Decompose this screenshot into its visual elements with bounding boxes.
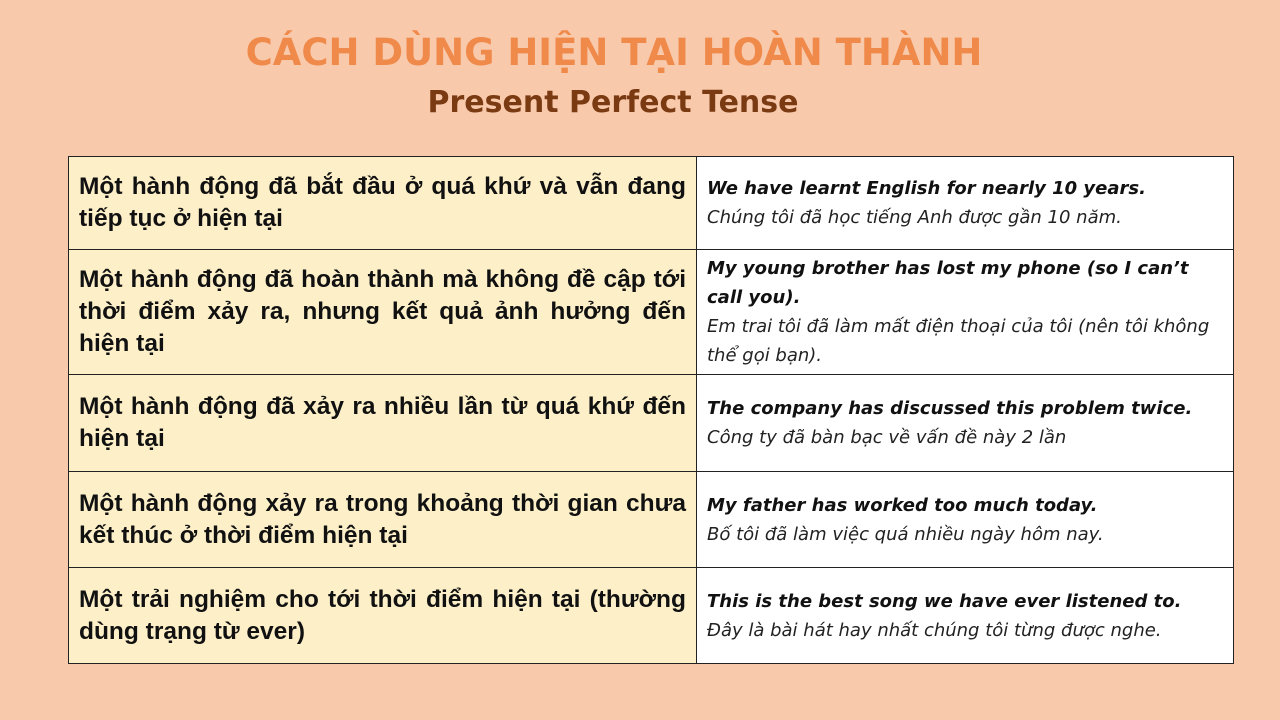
usage-cell: Một hành động xảy ra trong khoảng thời gian chưa kết thúc ở thời điểm hiện tại	[69, 472, 697, 568]
example-vietnamese: Công ty đã bàn bạc về vấn đề này 2 lần	[707, 427, 1067, 448]
usage-table	[68, 156, 1234, 664]
table-row	[69, 157, 1234, 250]
example-cell	[697, 472, 1234, 568]
example-cell	[697, 157, 1234, 250]
example-vietnamese: Bố tôi đã làm việc quá nhiều ngày hôm nay.	[707, 523, 1104, 545]
example-vietnamese: Đây là bài hát hay nhất chúng tôi từng được nghe.	[707, 619, 1162, 641]
usage-cell: Một hành động đã bắt đầu ở quá khứ và vẫn đang tiếp tục ở hiện tại	[69, 157, 697, 250]
example-cell	[697, 375, 1234, 472]
page-subtitle: Present Perfect Tense	[427, 85, 799, 120]
table-row	[69, 472, 1234, 568]
table-row	[69, 375, 1234, 472]
table-row	[69, 568, 1234, 664]
example-cell	[697, 250, 1234, 375]
page-title: CÁCH DÙNG HIỆN TẠI HOÀN THÀNH	[245, 31, 983, 74]
example-english: This is the best song we have ever listened to.	[707, 590, 1182, 612]
example-english: My young brother has lost my phone (so I can’t call you).	[707, 258, 1189, 308]
example-english: My father has worked too much today.	[707, 494, 1098, 516]
usage-cell: Một trải nghiệm cho tới thời điểm hiện tại (thường dùng trạng từ ever)	[69, 568, 697, 664]
usage-cell: Một hành động đã hoàn thành mà không đề cập tới thời điểm xảy ra, nhưng kết quả ảnh hưởng đến hiện tại	[69, 250, 697, 375]
example-english: The company has discussed this problem twice.	[707, 398, 1193, 419]
usage-cell: Một hành động đã xảy ra nhiều lần từ quá khứ đến hiện tại	[69, 375, 697, 472]
example-vietnamese: Chúng tôi đã học tiếng Anh được gần 10 năm.	[707, 207, 1122, 228]
example-vietnamese: Em trai tôi đã làm mất điện thoại của tôi (nên tôi không thể gọi bạn).	[707, 316, 1210, 366]
example-english: We have learnt English for nearly 10 years.	[707, 178, 1146, 199]
table-row	[69, 250, 1234, 375]
example-cell	[697, 568, 1234, 664]
